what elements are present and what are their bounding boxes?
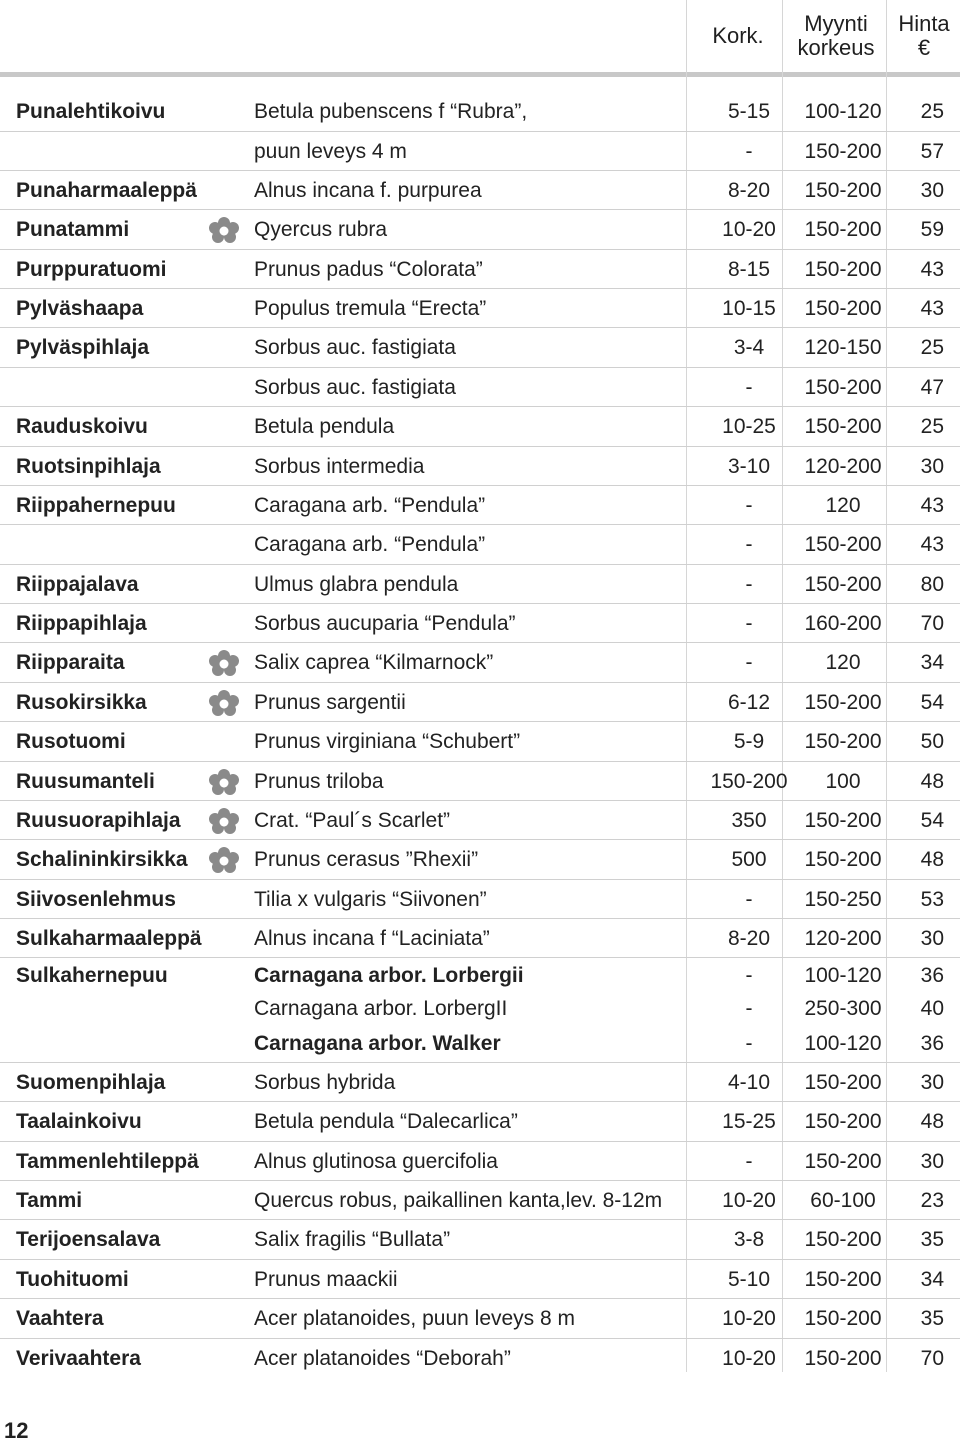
table-row bbox=[0, 525, 960, 565]
table-row bbox=[0, 1142, 960, 1181]
height-value: 4-10 bbox=[727, 1070, 771, 1094]
height-value: - bbox=[745, 533, 753, 556]
sale-height-value: 100-120 bbox=[804, 100, 882, 123]
sale-height-value: 120-200 bbox=[804, 926, 882, 950]
finnish-name: Punalehtikoivu bbox=[16, 100, 166, 123]
sale-height-value: 150-200 bbox=[804, 1307, 882, 1330]
sale-height-value: 120 bbox=[825, 651, 861, 674]
table-row bbox=[0, 1299, 960, 1339]
price-value: 50 bbox=[920, 730, 944, 753]
price-value: 48 bbox=[920, 1110, 944, 1133]
header-kork bbox=[690, 0, 786, 72]
sale-height-value: 60-100 bbox=[810, 1188, 876, 1212]
price-value: 35 bbox=[920, 1307, 944, 1330]
sale-height-value: 150-200 bbox=[804, 139, 882, 163]
height-value: 8-15 bbox=[727, 257, 771, 281]
price-value: 53 bbox=[920, 887, 944, 911]
table-row bbox=[0, 762, 960, 801]
latin-name: Tilia x vulgaris “Siivonen” bbox=[254, 887, 487, 911]
price-value: 43 bbox=[920, 493, 944, 517]
finnish-name: Ruusumanteli bbox=[16, 769, 155, 793]
height-value: 6-12 bbox=[727, 690, 771, 714]
table-row bbox=[0, 132, 960, 171]
finnish-name: Verivaahtera bbox=[16, 1346, 141, 1370]
finnish-name: Riippapihlaja bbox=[16, 611, 147, 635]
flower-icon bbox=[206, 683, 242, 722]
height-value: - bbox=[745, 1032, 753, 1055]
latin-name: Sorbus auc. fastigiata bbox=[254, 336, 456, 359]
finnish-name: Tuohituomi bbox=[16, 1267, 129, 1291]
latin-name: Alnus incana f “Laciniata” bbox=[254, 926, 490, 950]
latin-name: Prunus sargentii bbox=[254, 690, 406, 714]
finnish-name: Taalainkoivu bbox=[16, 1110, 142, 1133]
table-row bbox=[0, 447, 960, 486]
sale-height-value: 150-250 bbox=[804, 887, 882, 911]
table-row bbox=[0, 1063, 960, 1102]
table-row bbox=[0, 958, 960, 993]
height-value: 10-20 bbox=[722, 218, 776, 241]
price-value: 23 bbox=[920, 1188, 944, 1212]
sale-height-value: 150-200 bbox=[804, 415, 882, 438]
latin-name: Ulmus glabra pendula bbox=[254, 572, 459, 596]
height-value: - bbox=[745, 1149, 753, 1173]
height-value: 350 bbox=[731, 808, 767, 832]
price-value: 54 bbox=[920, 808, 944, 832]
price-value: 47 bbox=[920, 375, 944, 399]
table-row bbox=[0, 1102, 960, 1142]
header-kork-label: Kork. bbox=[712, 23, 764, 48]
price-value: 25 bbox=[920, 100, 944, 123]
table-row bbox=[0, 92, 960, 132]
height-value: 500 bbox=[731, 848, 767, 871]
finnish-name: Rusotuomi bbox=[16, 730, 126, 753]
table-row bbox=[0, 1220, 960, 1260]
price-value: 36 bbox=[920, 963, 944, 987]
table-row bbox=[0, 1025, 960, 1063]
finnish-name: Pylväspihlaja bbox=[16, 336, 150, 359]
header-hinta-label: Hinta bbox=[898, 11, 950, 36]
price-value: 43 bbox=[920, 296, 944, 320]
price-value: 59 bbox=[920, 218, 944, 241]
flower-icon bbox=[206, 643, 242, 683]
sale-height-value: 150-200 bbox=[804, 1070, 882, 1094]
header-euro-label: € bbox=[917, 35, 931, 60]
sale-height-value: 150-200 bbox=[804, 1110, 882, 1133]
table-row bbox=[0, 328, 960, 368]
sale-height-value: 120 bbox=[825, 493, 861, 517]
finnish-name: Riippajalava bbox=[16, 572, 139, 596]
height-value: - bbox=[745, 572, 753, 596]
height-value: 10-25 bbox=[722, 415, 776, 438]
sale-height-value: 160-200 bbox=[804, 611, 882, 635]
sale-height-value: 150-200 bbox=[804, 690, 882, 714]
sale-height-value: 150-200 bbox=[804, 1149, 882, 1173]
price-value: 48 bbox=[920, 769, 944, 793]
sale-height-value: 150-200 bbox=[804, 178, 882, 202]
sale-height-value: 150-200 bbox=[804, 808, 882, 832]
latin-name: Acer platanoides, puun leveys 8 m bbox=[254, 1307, 576, 1330]
height-value: 5-9 bbox=[733, 730, 765, 753]
height-value: - bbox=[745, 139, 753, 163]
header-korkeus-label: korkeus bbox=[797, 35, 875, 60]
latin-name: Prunus virginiana “Schubert” bbox=[254, 730, 521, 753]
latin-name: Salix caprea “Kilmarnock” bbox=[254, 651, 494, 674]
latin-name: Caragana arb. “Pendula” bbox=[254, 533, 486, 556]
sale-height-value: 150-200 bbox=[804, 1267, 882, 1291]
finnish-name: Riipparaita bbox=[16, 651, 125, 674]
finnish-name: Ruusuorapihlaja bbox=[16, 808, 181, 832]
finnish-name: Suomenpihlaja bbox=[16, 1070, 166, 1094]
latin-name: Carnagana arbor. LorbergII bbox=[254, 997, 508, 1020]
height-value: - bbox=[745, 887, 753, 911]
price-value: 54 bbox=[920, 690, 944, 714]
latin-name: Prunus triloba bbox=[254, 769, 384, 793]
table-row bbox=[0, 1260, 960, 1299]
sale-height-value: 120-200 bbox=[804, 454, 882, 478]
sale-height-value: 250-300 bbox=[804, 997, 882, 1020]
height-value: 3-4 bbox=[733, 336, 765, 359]
table-row bbox=[0, 368, 960, 407]
height-value: 3-10 bbox=[727, 454, 771, 478]
flower-icon bbox=[206, 801, 242, 840]
height-value: - bbox=[745, 963, 753, 987]
latin-name: Sorbus intermedia bbox=[254, 454, 425, 478]
finnish-name: Purppuratuomi bbox=[16, 257, 167, 281]
sale-height-value: 100-120 bbox=[804, 1032, 882, 1055]
latin-name: Betula pendula “Dalecarlica” bbox=[254, 1110, 518, 1133]
latin-name: Salix fragilis “Bullata” bbox=[254, 1228, 451, 1251]
height-value: 10-20 bbox=[722, 1188, 776, 1212]
price-value: 70 bbox=[920, 1346, 944, 1370]
finnish-name: Terijoensalava bbox=[16, 1228, 161, 1251]
flower-icon bbox=[206, 840, 242, 880]
table-row bbox=[0, 1339, 960, 1378]
table-row bbox=[0, 801, 960, 840]
latin-name: Alnus incana f. purpurea bbox=[254, 178, 482, 202]
price-value: 25 bbox=[920, 336, 944, 359]
finnish-name: Rusokirsikka bbox=[16, 690, 147, 714]
header-myynti-korkeus bbox=[786, 0, 886, 72]
sale-height-value: 100-120 bbox=[804, 963, 882, 987]
table-row bbox=[0, 210, 960, 250]
height-value: 10-20 bbox=[722, 1346, 776, 1370]
height-value: - bbox=[745, 651, 753, 674]
table-row bbox=[0, 919, 960, 958]
price-value: 80 bbox=[920, 572, 944, 596]
latin-name: Alnus glutinosa guercifolia bbox=[254, 1149, 498, 1173]
height-value: - bbox=[745, 611, 753, 635]
price-value: 35 bbox=[920, 1228, 944, 1251]
height-value: 150-200 bbox=[710, 769, 788, 793]
table-row bbox=[0, 880, 960, 919]
header-divider bbox=[0, 72, 960, 77]
header-hinta bbox=[888, 0, 960, 72]
table-row bbox=[0, 565, 960, 604]
finnish-name: Tammi bbox=[16, 1188, 83, 1212]
height-value: 5-15 bbox=[727, 100, 771, 123]
latin-name: Betula pendula bbox=[254, 415, 395, 438]
height-value: - bbox=[745, 375, 753, 399]
price-value: 30 bbox=[920, 1149, 944, 1173]
price-value: 43 bbox=[920, 533, 944, 556]
sale-height-value: 120-150 bbox=[804, 336, 882, 359]
table-row bbox=[0, 250, 960, 289]
price-value: 48 bbox=[920, 848, 944, 871]
price-value: 57 bbox=[920, 139, 944, 163]
latin-name: Prunus cerasus ”Rhexii” bbox=[254, 848, 479, 871]
table-row bbox=[0, 407, 960, 447]
height-value: 8-20 bbox=[727, 178, 771, 202]
finnish-name: Sulkahernepuu bbox=[16, 963, 168, 987]
price-value: 25 bbox=[920, 415, 944, 438]
sale-height-value: 150-200 bbox=[804, 1228, 882, 1251]
height-value: 10-15 bbox=[722, 296, 776, 320]
latin-name: Sorbus hybrida bbox=[254, 1070, 396, 1094]
height-value: - bbox=[745, 493, 753, 517]
sale-height-value: 150-200 bbox=[804, 572, 882, 596]
price-value: 30 bbox=[920, 926, 944, 950]
sale-height-value: 150-200 bbox=[804, 848, 882, 871]
price-value: 30 bbox=[920, 178, 944, 202]
page-number: 12 bbox=[4, 1418, 29, 1443]
table-row bbox=[0, 604, 960, 643]
price-value: 34 bbox=[920, 651, 944, 674]
latin-name: Prunus maackii bbox=[254, 1267, 398, 1291]
table-row bbox=[0, 722, 960, 762]
latin-name: Prunus padus “Colorata” bbox=[254, 257, 483, 281]
price-value: 36 bbox=[920, 1032, 944, 1055]
finnish-name: Ruotsinpihlaja bbox=[16, 454, 161, 478]
sale-height-value: 150-200 bbox=[804, 375, 882, 399]
height-value: 15-25 bbox=[722, 1110, 776, 1133]
height-value: 3-8 bbox=[733, 1228, 765, 1251]
price-value: 43 bbox=[920, 257, 944, 281]
sale-height-value: 100 bbox=[825, 769, 861, 793]
latin-name: Qyercus rubra bbox=[254, 218, 388, 241]
finnish-name: Schalininkirsikka bbox=[16, 848, 188, 871]
latin-name: puun leveys 4 m bbox=[254, 139, 407, 163]
flower-icon bbox=[206, 762, 242, 801]
finnish-name: Siivosenlehmus bbox=[16, 887, 176, 911]
table-row bbox=[0, 993, 960, 1025]
price-value: 40 bbox=[920, 997, 944, 1020]
table-row bbox=[0, 643, 960, 683]
sale-height-value: 150-200 bbox=[804, 218, 882, 241]
price-value: 30 bbox=[920, 1070, 944, 1094]
price-value: 34 bbox=[920, 1267, 944, 1291]
height-value: 8-20 bbox=[727, 926, 771, 950]
finnish-name: Pylväshaapa bbox=[16, 296, 144, 320]
table-row bbox=[0, 840, 960, 880]
header-myynti-label: Myynti bbox=[804, 11, 868, 36]
latin-name: Crat. “Paul´s Scarlet” bbox=[254, 808, 451, 832]
table-row bbox=[0, 1181, 960, 1220]
height-value: 5-10 bbox=[727, 1267, 771, 1291]
latin-name: Sorbus aucuparia “Pendula” bbox=[254, 611, 516, 635]
table-row bbox=[0, 171, 960, 210]
sale-height-value: 150-200 bbox=[804, 730, 882, 753]
latin-name: Acer platanoides “Deborah” bbox=[254, 1346, 511, 1370]
table-row bbox=[0, 486, 960, 525]
latin-name: Carnagana arbor. Lorbergii bbox=[254, 963, 524, 987]
finnish-name: Vaahtera bbox=[16, 1307, 104, 1330]
price-value: 30 bbox=[920, 454, 944, 478]
latin-name: Carnagana arbor. Walker bbox=[254, 1032, 501, 1055]
flower-icon bbox=[206, 210, 242, 250]
height-value: 10-20 bbox=[722, 1307, 776, 1330]
sale-height-value: 150-200 bbox=[804, 1346, 882, 1370]
finnish-name: Rauduskoivu bbox=[16, 415, 148, 438]
finnish-name: Sulkaharmaaleppä bbox=[16, 926, 202, 950]
height-value: - bbox=[745, 997, 753, 1020]
table-row bbox=[0, 683, 960, 722]
sale-height-value: 150-200 bbox=[804, 296, 882, 320]
price-value: 70 bbox=[920, 611, 944, 635]
finnish-name: Punaharmaaleppä bbox=[16, 178, 197, 202]
finnish-name: Riippahernepuu bbox=[16, 493, 176, 517]
finnish-name: Punatammi bbox=[16, 218, 130, 241]
latin-name: Betula pubenscens f “Rubra”, bbox=[254, 100, 528, 123]
latin-name: Populus tremula “Erecta” bbox=[254, 296, 487, 320]
table-row bbox=[0, 289, 960, 328]
latin-name: Caragana arb. “Pendula” bbox=[254, 493, 486, 517]
sale-height-value: 150-200 bbox=[804, 257, 882, 281]
finnish-name: Tammenlehtileppä bbox=[16, 1149, 199, 1173]
latin-name: Quercus robus, paikallinen kanta,lev. 8-12m bbox=[254, 1188, 663, 1212]
sale-height-value: 150-200 bbox=[804, 533, 882, 556]
latin-name: Sorbus auc. fastigiata bbox=[254, 375, 456, 399]
